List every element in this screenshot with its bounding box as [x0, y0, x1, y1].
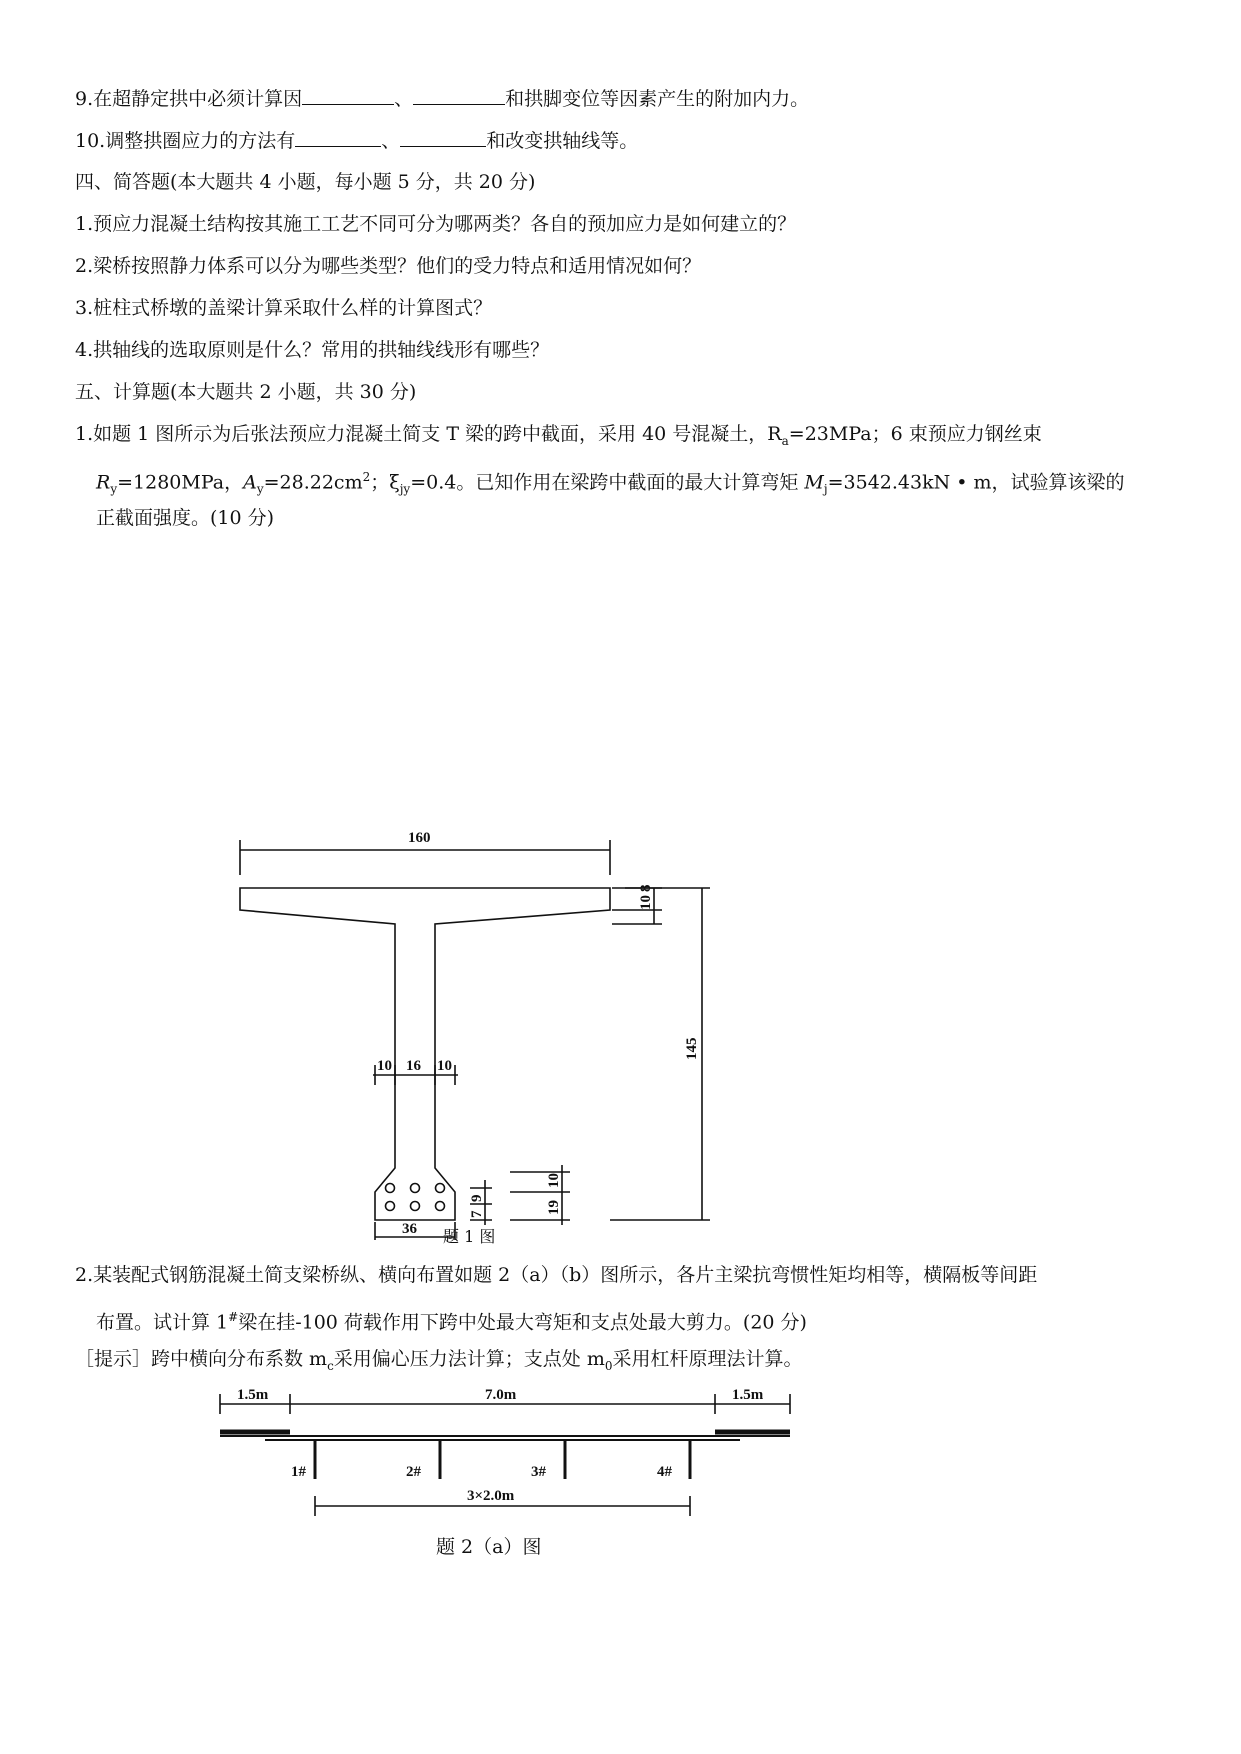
- calc-question-2-line2: 布置。试计算 1#梁在挂-100 荷载作用下跨中处最大弯矩和支点处最大剪力。(20 分): [96, 1310, 807, 1334]
- girder-label-2: 2#: [406, 1464, 421, 1480]
- short-answer-4: 4.拱轴线的选取原则是什么？常用的拱轴线线形有哪些？: [75, 339, 550, 361]
- deck-width-label: 7.0m: [485, 1387, 517, 1403]
- dim-b-b: 9: [469, 1194, 485, 1202]
- question-9: 9.在超静定拱中必须计算因 、 和拱脚变位等因素产生的附加内力。: [75, 88, 810, 110]
- calc-question-1-line1: 1.如题 1 图所示为后张法预应力混凝土简支 T 梁的跨中截面，采用 40 号混凝土，$R_a=23MPa$；6 束预应力钢丝束: [75, 423, 1042, 448]
- dim-web-left: 10: [377, 1058, 392, 1074]
- dim-web: 16: [406, 1058, 421, 1074]
- dim-b-a: 7: [469, 1210, 485, 1218]
- calc-question-2-hint: ［提示］跨中横向分布系数 $m_c$采用偏心压力法计算；支点处 $m_0$采用杠杆原理法计算。: [75, 1348, 803, 1373]
- question-10: 10.调整拱圈应力的方法有 、 和改变拱轴线等。: [75, 130, 639, 152]
- dim-top-width: 160: [408, 830, 431, 846]
- dim-height: 145: [684, 1037, 700, 1060]
- girder-label-1: 1#: [291, 1464, 306, 1480]
- calc-question-2-line1: 2.某装配式钢筋混凝土简支梁桥纵、横向布置如题 2（a）（b）图所示，各片主梁抗弯惯性矩均相等，横隔板等间距: [75, 1264, 1038, 1286]
- girder-spacing-label: 3×2.0m: [467, 1488, 515, 1504]
- dim-flange-a: 10: [638, 895, 654, 910]
- answer-blank[interactable]: [302, 86, 394, 105]
- section-5-title: 五、计算题(本大题共 2 小题，共 30 分): [75, 381, 417, 403]
- dim-bulb-width: 36: [402, 1221, 417, 1237]
- short-answer-3: 3.桩柱式桥墩的盖梁计算采取什么样的计算图式？: [75, 297, 493, 319]
- section-4-title: 四、简答题(本大题共 4 小题，每小题 5 分，共 20 分): [75, 171, 536, 193]
- bridge-layout-figure: [205, 1384, 805, 1524]
- answer-blank[interactable]: [413, 86, 505, 105]
- dim-c-b: 10: [546, 1173, 562, 1188]
- t-beam-section-figure: [230, 820, 730, 1240]
- dim-web-right: 10: [437, 1058, 452, 1074]
- calc-question-1-line2: $R_y=1280MPa$，$A_y=28.22cm^2$；$\xi_{jy}=0.4$。已知作用在梁跨中截面的最大计算弯矩 $M_j=3542.43kN$ • m，试验算该梁的: [96, 470, 1125, 497]
- girder-label-4: 4#: [657, 1464, 672, 1480]
- figure-2a-caption: 题 2（a）图: [436, 1536, 542, 1558]
- answer-blank[interactable]: [295, 128, 381, 147]
- short-answer-2: 2.梁桥按照静力体系可以分为哪些类型？他们的受力特点和适用情况如何？: [75, 255, 702, 277]
- girder-label-3: 3#: [531, 1464, 546, 1480]
- calc-question-1-line3: 正截面强度。(10 分): [96, 507, 275, 529]
- right-overhang-label: 1.5m: [732, 1387, 764, 1403]
- short-answer-1: 1.预应力混凝土结构按其施工工艺不同可分为哪两类？各自的预加应力是如何建立的？: [75, 213, 797, 235]
- dim-c-a: 19: [546, 1200, 562, 1215]
- left-overhang-label: 1.5m: [237, 1387, 269, 1403]
- answer-blank[interactable]: [400, 128, 486, 147]
- figure-1-caption: 题 1 图: [443, 1227, 496, 1246]
- dim-flange-b: 8: [638, 884, 654, 892]
